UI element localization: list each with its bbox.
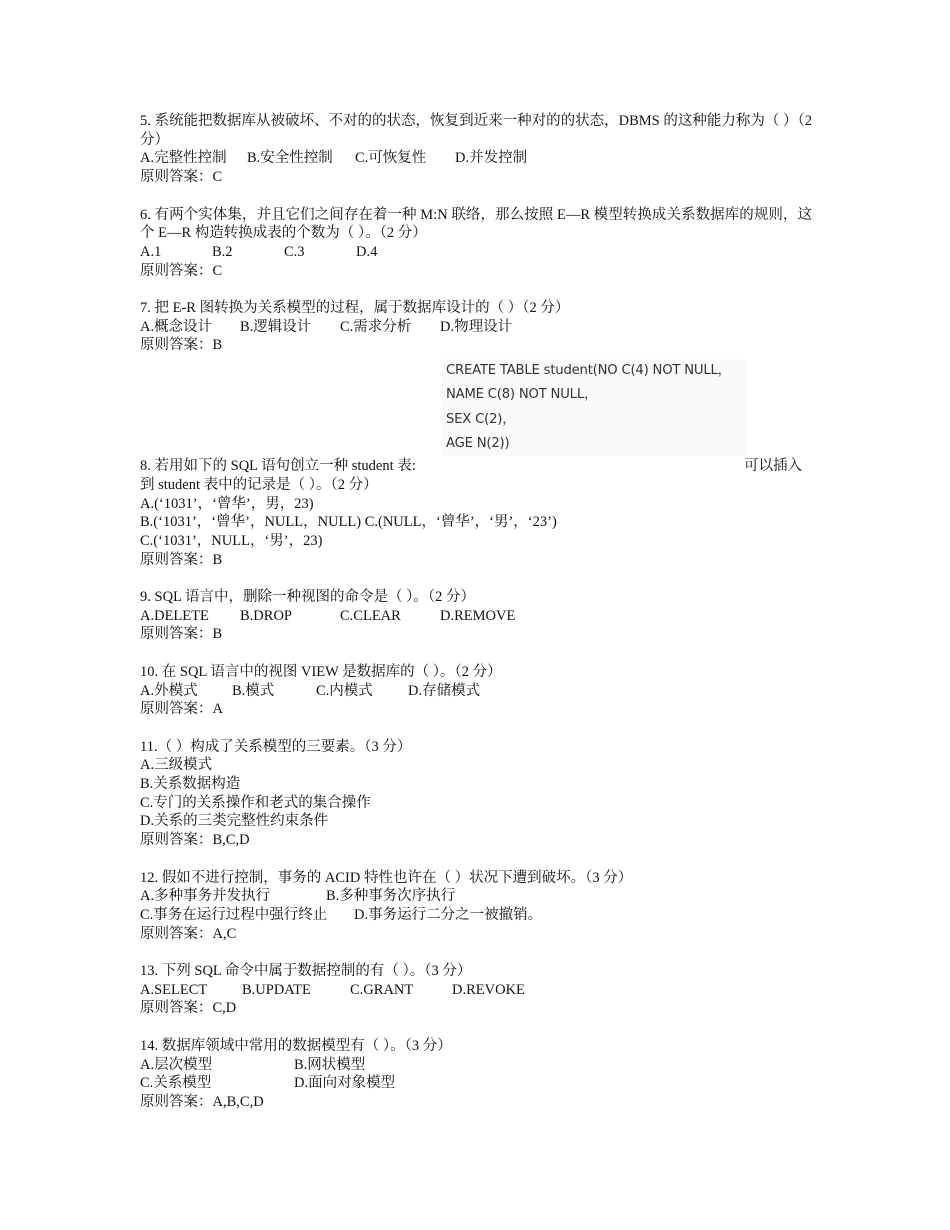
options-row <box>140 243 812 262</box>
option-line: C.(‘1031’，NULL，‘男’，23) <box>140 532 323 549</box>
question-9 <box>140 588 812 644</box>
standard-answer: 原则答案：A,B,C,D <box>140 1093 264 1110</box>
question-text: 14. 数据库领域中常用的数据模型有（ ）。（3 分） <box>140 1037 452 1054</box>
question-text: 13. 下列 SQL 命令中属于数据控制的有（ ）。（3 分） <box>140 963 472 980</box>
option-line: B.(‘1031’，‘曾华’，NULL，NULL) C.(NULL，‘曾华’，‘男’，‘23’) <box>140 514 557 531</box>
question-text-continued: 到 student 表中的记录是（ ）。（2 分） <box>140 476 378 493</box>
option-a: A.概念设计 <box>140 318 213 335</box>
question-10 <box>140 663 812 719</box>
question-text: 11.（ ）构成了关系模型的三要素。（3 分） <box>140 738 412 755</box>
question-6 <box>140 206 812 281</box>
option-a: A.多种事务并发执行 <box>140 888 271 905</box>
standard-answer: 原则答案：A <box>140 701 223 718</box>
option-d: D.物理设计 <box>440 318 513 335</box>
standard-answer: 原则答案：C,D <box>140 1000 237 1017</box>
code-line: NAME C(8) NOT NULL， <box>446 387 597 403</box>
option-b: B.DROP <box>240 607 292 624</box>
options-row <box>140 318 812 337</box>
option-line: A.(‘1031’，‘曾华’，男，23) <box>140 495 314 512</box>
question-text <box>140 457 812 476</box>
options-row <box>140 149 812 168</box>
question-text: 12. 假如不进行控制，事务的 ACID 特性也许在（ ）状况下遭到破坏。（3 分） <box>140 869 633 886</box>
option-d: D.面向对象模型 <box>294 1075 396 1092</box>
option-a: A.DELETE <box>140 607 209 624</box>
question-text: 10. 在 SQL 语言中的视图 VIEW 是数据库的（ ）。（2 分） <box>140 663 502 680</box>
question-text: 6. 有两个实体集，并且它们之间存在着一种 M:N 联络，那么按照 E—R 模型转换成关系数据库的规则，这个 E—R 构造转换成表的个数为（ ）。（2 分） <box>140 206 812 242</box>
option-b: B.模式 <box>232 682 275 699</box>
option-b: B.网状模型 <box>294 1056 366 1073</box>
code-line: CREATE TABLE student(NO C(4) NOT NULL， <box>446 363 731 379</box>
options-row <box>140 1056 812 1075</box>
options-row <box>140 981 812 1000</box>
code-line: SEX C(2)， <box>446 411 516 427</box>
option-b: B.安全性控制 <box>247 150 333 167</box>
option-a: A.外模式 <box>140 682 198 699</box>
question-list <box>140 112 812 1130</box>
standard-answer: 原则答案：C <box>140 262 223 279</box>
option-d: D.关系的三类完整性约束条件 <box>140 813 329 830</box>
question-text: 7. 把 E-R 图转换为关系模型的过程，属于数据库设计的（ ）（2 分） <box>140 300 570 316</box>
option-c: C.专门的关系操作和老式的集合操作 <box>140 794 371 811</box>
question-11 <box>140 738 812 850</box>
code-line: AGE N(2)) <box>446 436 510 451</box>
option-a: A.SELECT <box>140 981 208 998</box>
question-13 <box>140 962 812 1018</box>
option-d: D.并发控制 <box>455 150 528 167</box>
option-c: C.事务在运行过程中强行终止 <box>140 906 328 923</box>
option-c: C.需求分析 <box>340 318 412 335</box>
question-5 <box>140 112 812 187</box>
option-d: D.REVOKE <box>452 981 525 998</box>
sql-code-block <box>442 359 746 456</box>
question-8 <box>140 361 812 569</box>
standard-answer: 原则答案：C <box>140 169 223 186</box>
option-b: B.UPDATE <box>242 981 311 998</box>
option-b: B.逻辑设计 <box>240 318 312 335</box>
option-d: D.REMOVE <box>440 607 516 624</box>
standard-answer: 原则答案：A,C <box>140 925 237 942</box>
option-b: B.2 <box>212 243 233 260</box>
question-7 <box>140 299 812 355</box>
question-text-right: 可以插入 <box>744 458 802 475</box>
option-c: C.CLEAR <box>340 607 401 624</box>
option-b: B.关系数据构造 <box>140 776 241 793</box>
standard-answer: 原则答案：B <box>140 551 223 568</box>
option-d: D.存储模式 <box>408 682 481 699</box>
options-row <box>140 682 812 701</box>
question-text: 5. 系统能把数据库从被破坏、不对的的状态，恢复到近来一种对的的状态，DBMS 的这种能力称为（ ）（2 分） <box>140 113 812 148</box>
standard-answer: 原则答案：B <box>140 626 223 643</box>
option-a: A.三级模式 <box>140 757 213 774</box>
options-row <box>140 607 812 626</box>
option-d: D.4 <box>356 243 378 260</box>
option-a: A.完整性控制 <box>140 150 227 167</box>
standard-answer: 原则答案：B,C,D <box>140 832 250 849</box>
question-text-left: 8. 若用如下的 SQL 语句创立一种 student 表: <box>140 458 416 475</box>
option-c: C.可恢复性 <box>355 150 427 167</box>
option-c: C.GRANT <box>350 981 414 998</box>
options-row <box>140 1074 812 1093</box>
option-a: A.1 <box>140 243 162 260</box>
question-14 <box>140 1037 812 1112</box>
option-c: C.3 <box>284 243 305 260</box>
options-row <box>140 906 812 925</box>
question-text: 9. SQL 语言中，删除一种视图的命令是（ ）。（2 分） <box>140 589 475 606</box>
standard-answer: 原则答案：B <box>140 337 223 354</box>
option-d: D.事务运行二分之一被撤销。 <box>354 906 543 923</box>
question-12 <box>140 869 812 944</box>
option-a: A.层次模型 <box>140 1056 213 1073</box>
option-c: C.关系模型 <box>140 1075 212 1092</box>
option-c: C.内模式 <box>316 682 373 699</box>
option-b: B.多种事务次序执行 <box>326 888 456 905</box>
sql-code-image <box>140 361 812 457</box>
options-row <box>140 887 812 906</box>
